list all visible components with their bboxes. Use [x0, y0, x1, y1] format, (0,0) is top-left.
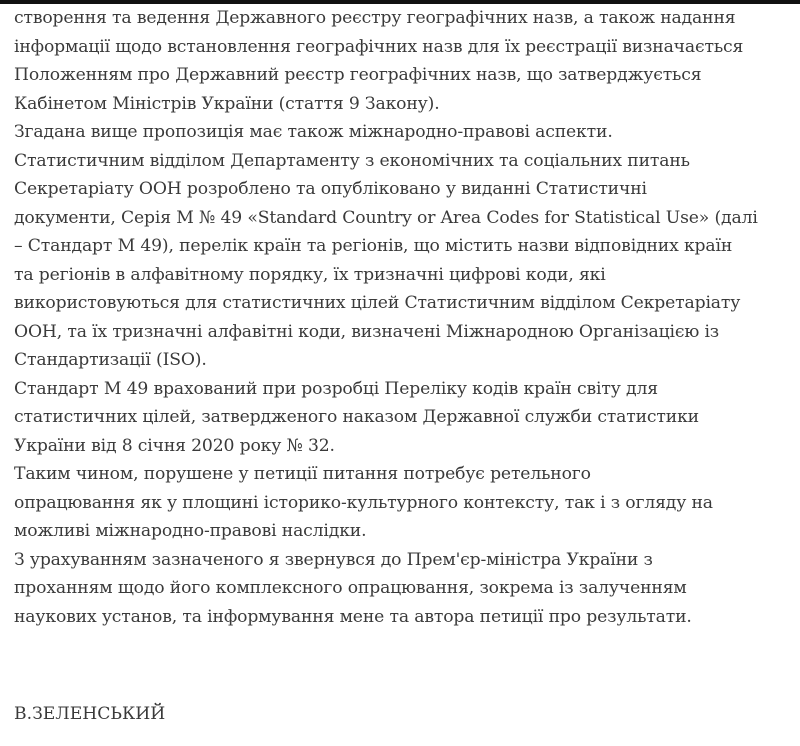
text-line: Згадана вище пропозиція має також міжнародно-правові аспекти. [14, 122, 613, 142]
text-line: та регіонів в алфавітному порядку, їх тризначні цифрові коди, які [14, 264, 606, 285]
text-line: проханням щодо його комплексного опрацювання, зокрема із залученням [14, 578, 687, 598]
text-line: створення та ведення Державного реєстру географічних назв, а також надання [14, 8, 736, 28]
text-line: статистичних цілей, затвердженого наказом Державної служби статистики [14, 407, 699, 427]
text-line: документи, Серія M № 49 «Standard Country or Area Codes for Statistical Use» (далі [14, 207, 758, 228]
text-line: опрацювання як у площині історико-культурного контексту, так і з огляду на [14, 492, 713, 513]
text-line: Стандартизації (ISO). [14, 350, 207, 370]
document-body [14, 4, 794, 631]
text-line: Таким чином, порушене у петиції питання потребує ретельного [14, 464, 591, 484]
text-line: Статистичним відділом Департаменту з економічних та соціальних питань [14, 150, 690, 171]
text-line: З урахуванням зазначеного я звернувся до Прем'єр-міністра України з [14, 549, 653, 570]
text-line: інформації щодо встановлення географічних назв для їх реєстрації визначається [14, 36, 744, 57]
text-line: Кабінетом Міністрів України (стаття 9 Закону). [14, 93, 440, 114]
text-line: України від 8 січня 2020 року № 32. [14, 435, 335, 456]
text-line: – Стандарт M 49), перелік країн та регіонів, що містить назви відповідних країн [14, 236, 733, 256]
signature: В.ЗЕЛЕНСЬКИЙ [14, 704, 166, 724]
text-line: Секретаріату ООН розроблено та опубліковано у виданні Статистичні [14, 179, 647, 199]
text-line: наукових установ, та інформування мене та автора петиції про результати. [14, 606, 692, 627]
text-line: використовуються для статистичних цілей Статистичним відділом Секретаріату [14, 293, 741, 313]
text-line: можливі міжнародно-правові наслідки. [14, 521, 367, 541]
text-line: ООН, та їх тризначні алфавітні коди, визначені Міжнародною Організацією із [14, 321, 720, 342]
text-line: Положенням про Державний реєстр географічних назв, що затверджується [14, 65, 702, 85]
text-line: Стандарт M 49 врахований при розробці Переліку кодів країн світу для [14, 378, 658, 399]
